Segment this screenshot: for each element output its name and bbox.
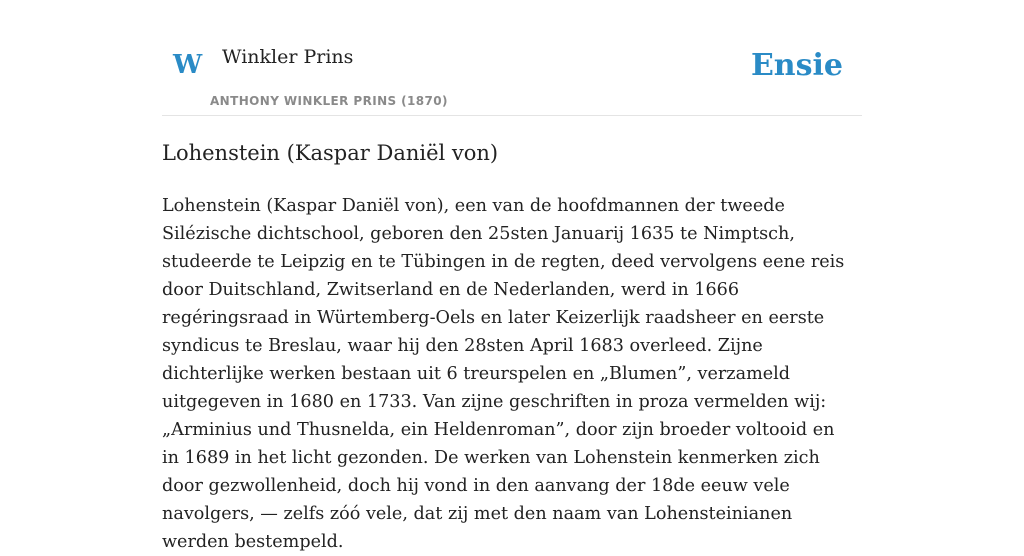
source-title-link[interactable]: Winkler Prins xyxy=(222,46,354,68)
article-title: Lohenstein (Kaspar Daniël von) xyxy=(162,141,499,165)
ensie-brand-logo[interactable]: Ensie xyxy=(750,48,843,83)
article-body: Lohenstein (Kaspar Daniël von), een van de hoofdmannen der tweede Silézische dichtschool, geboren den 25sten Januarij 1635 te Nimptsch, studeerde te Leipzig en te Tübingen in de regten, deed vervolgens eene reis door Duitschland, Zwitserland en de Nederlanden, werd in 1666 regéringsraad in Würtemberg-Oels en later Keizerlijk raadsheer en eerste syndicus te Breslau, waar hij den 28sten April 1683 overleed. Zijne dichterlijke werken bestaan uit 6 treurspelen en „Blumen”, verzameld uitgegeven in 1680 en 1733. Van zijne geschriften in proza vermelden wij: „Arminius und Thusnelda, ein Heldenroman”, door zijn broeder voltooid en in 1689 in het licht gezonden. De werken van Lohenstein kenmerken zich door gezwollenheid, doch hij vond in den aanvang der 18de eeuw vele navolgers, — zelfs zóó vele, dat zij met den naam van Lohensteinianen werden bestempeld. xyxy=(162,196,845,552)
site-header xyxy=(162,0,862,116)
source-subtitle: ANTHONY WINKLER PRINS (1870) xyxy=(210,94,448,108)
source-logo-icon[interactable]: W xyxy=(173,50,203,80)
